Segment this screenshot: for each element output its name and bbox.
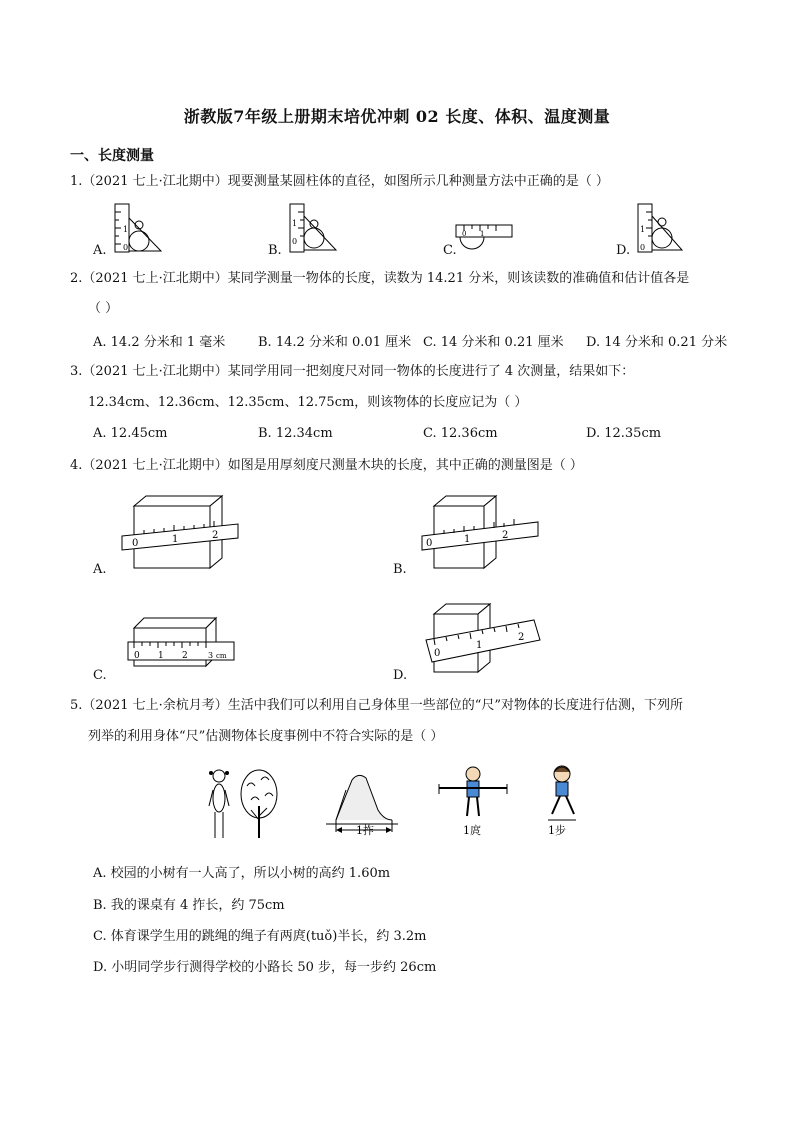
tick-2: 2 (518, 632, 525, 643)
question-5-stem: 5.（2021 七上·余杭月考）生活中我们可以利用自己身体里一些部位的“尺”对物体的长度进行估测，下列所 (70, 698, 684, 713)
tick-0: 0 (132, 538, 139, 549)
tick-0: 0 (434, 648, 441, 659)
tick-1: 1 (172, 534, 179, 545)
page-title: 浙教版7年级上册期末培优冲刺 02 长度、体积、温度测量 (183, 107, 611, 126)
q5-option-d: D. 小明同学步行测得学校的小路长 50 步，每一步约 26cm (93, 960, 437, 975)
q4-figure-b (418, 492, 548, 576)
tick-0: 0 (462, 230, 467, 238)
label-zha: 1拃 (356, 824, 374, 837)
question-4-stem: 4.（2021 七上·江北期中）如图是用厚刻度尺测量木块的长度，其中正确的测量图是（ ） (70, 458, 583, 473)
unit-cm: cm (216, 652, 227, 660)
q5-figure-zha (322, 770, 402, 844)
question-5-stem-2: 列举的利用身体“尺”估测物体长度事例中不符合实际的是（ ） (88, 729, 444, 744)
section-heading: 一、长度测量 (70, 148, 154, 164)
q1-label-a: A. (93, 243, 107, 258)
tick-1: 1 (464, 534, 471, 545)
q2-option-a: A. 14.2 分米和 1 毫米 (93, 335, 226, 350)
q3-option-d: D. 12.35cm (586, 426, 662, 441)
q3-option-c: C. 12.36cm (423, 426, 498, 441)
q5-figure-tuo (435, 764, 515, 848)
q1-label-b: B. (268, 243, 282, 258)
q4-figure-a (118, 492, 248, 576)
question-2-stem: 2.（2021 七上·江北期中）某同学测量一物体的长度，读数为 14.21 分米，则该读数的准确值和估计值各是 (70, 271, 690, 286)
tick-1: 1 (123, 225, 129, 234)
tick-1: 1 (158, 651, 164, 661)
q2-option-d: D. 14 分米和 0.21 分米 (586, 335, 728, 350)
q4-figure-d (418, 600, 548, 684)
tick-0: 0 (640, 243, 646, 252)
q1-label-d: D. (616, 243, 631, 258)
tick-2: 2 (212, 530, 219, 541)
q5-option-a: A. 校园的小树有一人高了，所以小树的高约 1.60m (93, 866, 391, 881)
tick-1: 1 (476, 640, 483, 651)
q4-label-b: B. (393, 562, 407, 577)
question-3-data: 12.34cm、12.36cm、12.35cm、12.75cm，则该物体的长度应记为（ ） (88, 395, 528, 410)
label-bu: 1步 (548, 824, 566, 837)
tick-1: 1 (292, 219, 298, 228)
tick-0: 0 (292, 237, 298, 246)
q4-label-a: A. (93, 562, 107, 577)
q4-figure-c (120, 608, 250, 682)
q1-label-c: C. (443, 243, 457, 258)
q4-label-d: D. (393, 668, 408, 683)
q5-figure-bu (540, 764, 600, 848)
tick-2: 2 (182, 651, 188, 661)
q3-option-b: B. 12.34cm (258, 426, 333, 441)
tick-0: 0 (123, 243, 129, 252)
tick-1: 1 (480, 230, 485, 238)
tick-0: 0 (426, 538, 433, 549)
question-1-stem: 1.（2021 七上·江北期中）现要测量某圆柱体的直径，如图所示几种测量方法中正确的是（ ） (70, 174, 609, 189)
q1-figure-d (620, 198, 700, 262)
q5-option-b: B. 我的课桌有 4 拃长，约 75cm (93, 898, 285, 913)
label-tuo: 1庹 (463, 824, 481, 837)
q1-figure-c (450, 215, 530, 259)
q5-option-c: C. 体育课学生用的跳绳的绳子有两庹(tuǒ)半长，约 3.2m (93, 929, 427, 944)
q3-option-a: A. 12.45cm (93, 426, 168, 441)
svg-text:3: 3 (208, 651, 214, 660)
q5-figure-person-tree (205, 766, 285, 846)
tick-2: 2 (502, 530, 509, 541)
q4-label-c: C. (93, 668, 107, 683)
q2-option-b: B. 14.2 分米和 0.01 厘米 (258, 335, 412, 350)
question-3-stem: 3.（2021 七上·江北期中）某同学用同一把刻度尺对同一物体的长度进行了 4 次测量，结果如下： (70, 364, 635, 379)
question-2-paren: （ ） (88, 301, 119, 316)
tick-1: 1 (640, 225, 646, 234)
q2-option-c: C. 14 分米和 0.21 厘米 (423, 335, 564, 350)
tick-0: 0 (134, 651, 140, 661)
